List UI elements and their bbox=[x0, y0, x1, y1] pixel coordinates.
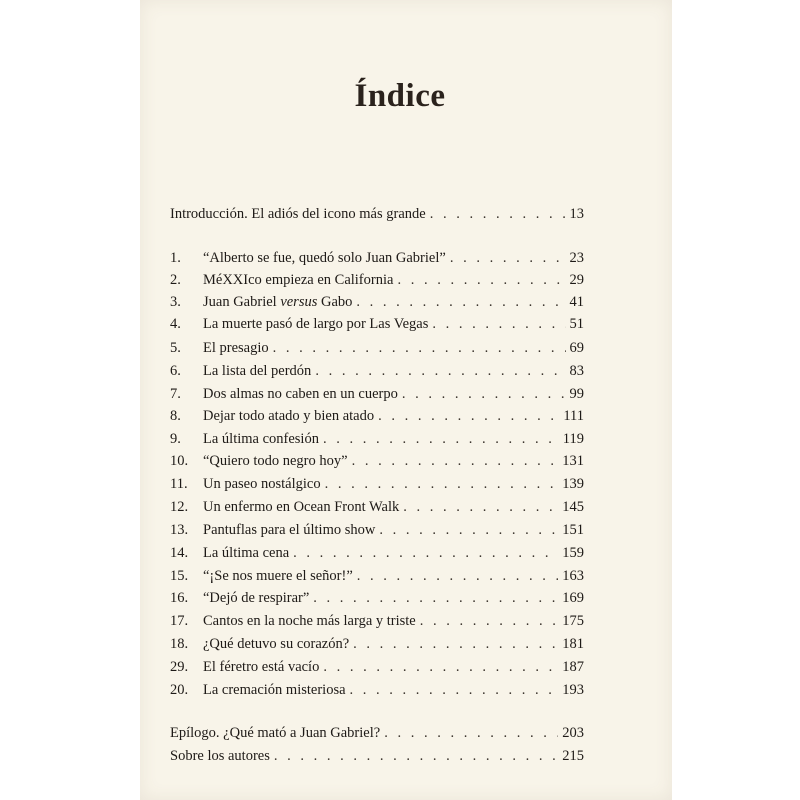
entry-page: 111 bbox=[563, 408, 584, 424]
chapter-number: 18. bbox=[170, 636, 189, 652]
entry-title: La muerte pasó de largo por Las Vegas bbox=[203, 316, 429, 332]
chapter-number: 10. bbox=[170, 453, 189, 469]
entry-title: Un enfermo en Ocean Front Walk bbox=[203, 499, 400, 515]
entry-page: 131 bbox=[562, 453, 584, 469]
chapter-number: 16. bbox=[170, 590, 189, 606]
toc-entry-18 bbox=[170, 636, 584, 658]
dot-leader bbox=[315, 363, 565, 380]
dot-leader bbox=[420, 613, 559, 630]
entry-title: Dejar todo atado y bien atado bbox=[203, 408, 375, 424]
dot-leader bbox=[293, 545, 558, 562]
entry-page: 215 bbox=[562, 748, 584, 764]
entry-page: 23 bbox=[569, 250, 584, 266]
toc-entry-1 bbox=[170, 250, 584, 272]
entry-title: Un paseo nostálgico bbox=[203, 476, 321, 492]
toc-entry-9 bbox=[170, 431, 584, 453]
toc-entry-6 bbox=[170, 363, 584, 385]
chapter-number: 4. bbox=[170, 316, 181, 332]
dot-leader bbox=[430, 206, 566, 223]
entry-page: 139 bbox=[562, 476, 584, 492]
entry-title: La cremación misteriosa bbox=[203, 682, 346, 698]
entry-page: 159 bbox=[562, 545, 584, 561]
page-title: Índice bbox=[354, 78, 446, 114]
entry-title: Cantos en la noche más larga y triste bbox=[203, 613, 416, 629]
dot-leader bbox=[323, 659, 558, 676]
toc-entry-17 bbox=[170, 613, 584, 635]
chapter-number: 2. bbox=[170, 272, 181, 288]
entry-title: La lista del perdón bbox=[203, 363, 312, 379]
entry-page: 41 bbox=[569, 294, 584, 310]
entry-title: “Dejó de respirar” bbox=[203, 590, 310, 606]
dot-leader bbox=[274, 748, 558, 765]
chapter-number: 1. bbox=[170, 250, 181, 266]
toc-entry-12 bbox=[170, 499, 584, 521]
dot-leader bbox=[403, 499, 558, 516]
entry-page: 99 bbox=[569, 386, 584, 402]
dot-leader bbox=[378, 408, 559, 425]
dot-leader bbox=[397, 272, 565, 289]
entry-title: Sobre los autores bbox=[170, 748, 270, 764]
dot-leader bbox=[273, 340, 566, 357]
chapter-number: 13. bbox=[170, 522, 189, 538]
dot-leader bbox=[325, 476, 559, 493]
dot-leader bbox=[432, 316, 565, 333]
entry-title-part: Gabo bbox=[317, 294, 353, 310]
chapter-number: 15. bbox=[170, 568, 189, 584]
entry-title: MéXXIco empieza en California bbox=[203, 272, 394, 288]
toc-entry-3 bbox=[170, 294, 584, 316]
dot-leader bbox=[356, 294, 565, 311]
entry-title: Pantuflas para el último show bbox=[203, 522, 376, 538]
entry-page: 145 bbox=[562, 499, 584, 515]
chapter-number: 11. bbox=[170, 476, 188, 492]
dot-leader bbox=[379, 522, 558, 539]
chapter-number: 3. bbox=[170, 294, 181, 310]
entry-title: “Alberto se fue, quedó solo Juan Gabriel” bbox=[203, 250, 446, 266]
toc-entry-19 bbox=[170, 659, 584, 681]
entry-title-emphasis: versus bbox=[280, 294, 318, 310]
entry-title: La última cena bbox=[203, 545, 290, 561]
entry-title: Introducción. El adiós del icono más grande bbox=[170, 206, 426, 222]
chapter-number: 7. bbox=[170, 386, 181, 402]
entry-title: Dos almas no caben en un cuerpo bbox=[203, 386, 398, 402]
entry-page: 29 bbox=[569, 272, 584, 288]
entry-page: 169 bbox=[562, 590, 584, 606]
dot-leader bbox=[450, 250, 566, 267]
entry-title: La última confesión bbox=[203, 431, 319, 447]
entry-page: 181 bbox=[562, 636, 584, 652]
dot-leader bbox=[350, 682, 559, 699]
chapter-number: 17. bbox=[170, 613, 189, 629]
chapter-number: 6. bbox=[170, 363, 181, 379]
toc-entry-about bbox=[170, 748, 584, 770]
entry-page: 13 bbox=[569, 206, 584, 222]
entry-title: El presagio bbox=[203, 340, 269, 356]
dot-leader bbox=[353, 636, 558, 653]
toc-entry-15 bbox=[170, 568, 584, 590]
toc-entry-11 bbox=[170, 476, 584, 498]
entry-page: 203 bbox=[562, 725, 584, 741]
chapter-number: 5. bbox=[170, 340, 181, 356]
entry-page: 175 bbox=[562, 613, 584, 629]
dot-leader bbox=[313, 590, 558, 607]
dot-leader bbox=[384, 725, 558, 742]
toc-entry-10 bbox=[170, 453, 584, 475]
toc-entry-intro bbox=[170, 206, 584, 228]
toc-entry-20 bbox=[170, 682, 584, 704]
entry-title: “Quiero todo negro hoy” bbox=[203, 453, 348, 469]
entry-page: 163 bbox=[562, 568, 584, 584]
chapter-number: 9. bbox=[170, 431, 181, 447]
entry-title bbox=[203, 294, 352, 311]
toc-entry-5 bbox=[170, 340, 584, 362]
entry-title: ¿Qué detuvo su corazón? bbox=[203, 636, 350, 652]
toc-entry-14 bbox=[170, 545, 584, 567]
toc-entry-2 bbox=[170, 272, 584, 294]
toc-entry-8 bbox=[170, 408, 584, 430]
entry-page: 51 bbox=[569, 316, 584, 332]
entry-page: 83 bbox=[569, 363, 584, 379]
toc-entry-16 bbox=[170, 590, 584, 612]
dot-leader bbox=[323, 431, 559, 448]
entry-title: El féretro está vacío bbox=[203, 659, 320, 675]
entry-page: 193 bbox=[562, 682, 584, 698]
chapter-number: 20. bbox=[170, 682, 189, 698]
toc-entry-4 bbox=[170, 316, 584, 338]
chapter-number: 8. bbox=[170, 408, 181, 424]
toc-entry-epilogue bbox=[170, 725, 584, 747]
entry-page: 69 bbox=[569, 340, 584, 356]
entry-page: 151 bbox=[562, 522, 584, 538]
dot-leader bbox=[352, 453, 559, 470]
entry-page: 187 bbox=[562, 659, 584, 675]
entry-title: “¡Se nos muere el señor!” bbox=[203, 568, 353, 584]
chapter-number: 14. bbox=[170, 545, 189, 561]
entry-page: 119 bbox=[562, 431, 584, 447]
toc-entry-13 bbox=[170, 522, 584, 544]
chapter-number: 29. bbox=[170, 659, 189, 675]
dot-leader bbox=[402, 386, 566, 403]
entry-title: Epílogo. ¿Qué mató a Juan Gabriel? bbox=[170, 725, 381, 741]
dot-leader bbox=[357, 568, 558, 585]
toc-entry-7 bbox=[170, 386, 584, 408]
entry-title-part: Juan Gabriel bbox=[203, 294, 281, 310]
chapter-number: 12. bbox=[170, 499, 189, 515]
